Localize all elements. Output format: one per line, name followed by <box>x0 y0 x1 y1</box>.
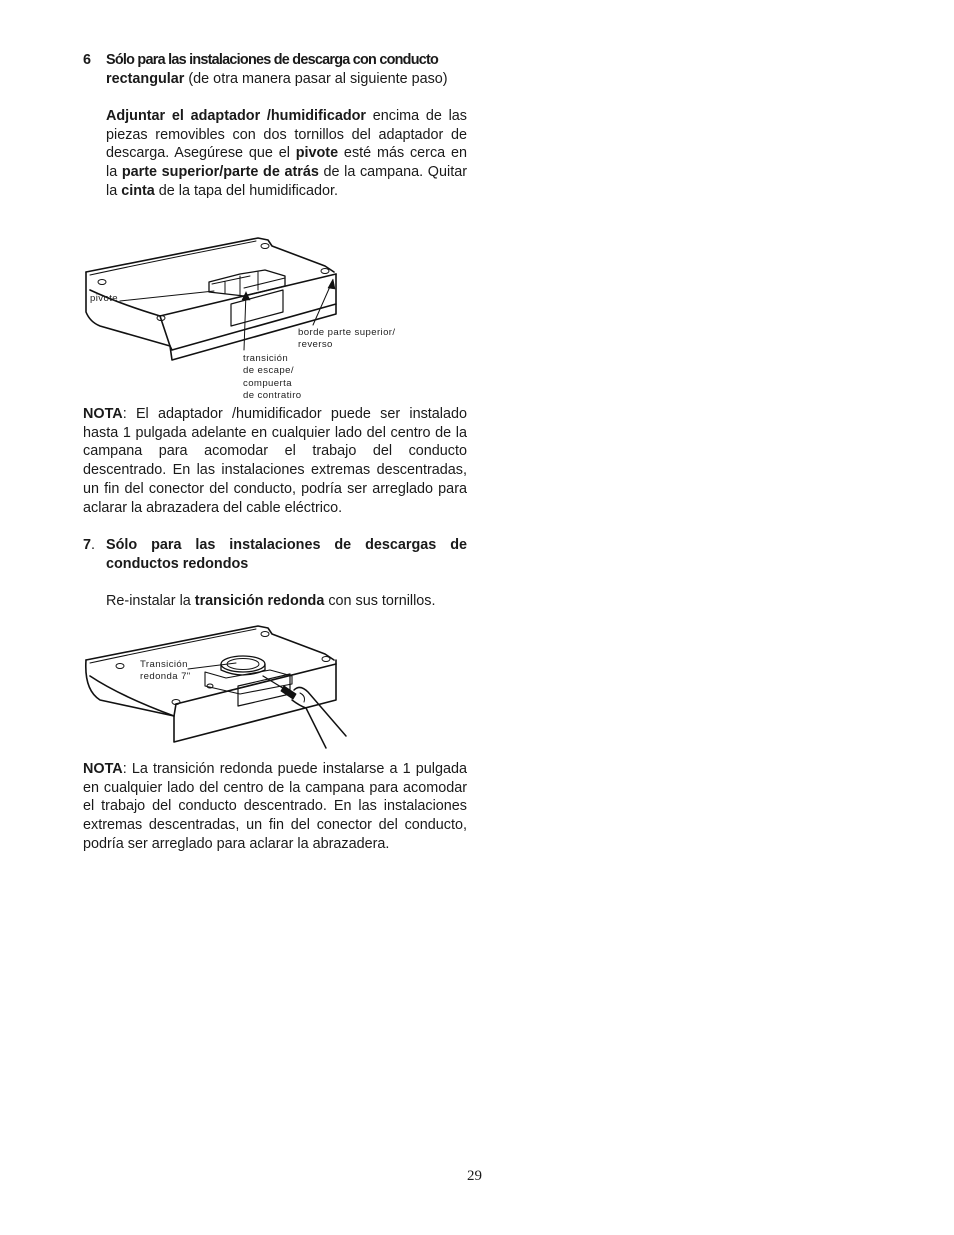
label-trans-line1: transición <box>243 353 289 364</box>
step-7-text-2: con sus tornillos. <box>324 593 436 609</box>
note-1-label: NOTA <box>83 406 123 422</box>
step-7-title: Sólo para las instalaciones de descargas de conductos redondos <box>106 537 467 572</box>
step-6-text-3: de la campana. Quitar la <box>106 164 467 199</box>
label-trans-line3: compuerta <box>243 377 292 389</box>
step-6-bold-pivote: pivote <box>295 145 339 162</box>
step-7-number: 7. <box>83 537 96 553</box>
step-7-number-text: 7 <box>83 537 92 553</box>
step-6-title-line1: Sólo para las instalaciones de descarga con conducto <box>106 52 439 68</box>
step-6-text-1: encima de las piezas removibles con dos tornillos del adaptador de descarga. Asegúrese que el <box>106 108 467 162</box>
label-borde-line2: reverso <box>298 339 333 351</box>
label-pivote: pivote <box>90 293 119 304</box>
note-2-text: : La transición redonda puede instalarse a 1 pulgada en cualquier lado del centro de la campana para acomodar el trabajo del conducto descentrado. En las instalaciones extremas descentradas, un fin del conector del conducto, podría ser arreglado para aclarar la abrazadera. <box>83 761 467 852</box>
step-6-bold-parte: parte superior/parte de atrás <box>121 164 319 181</box>
note-1-text: : El adaptador /humidificador puede ser instalado hasta 1 pulgada adelante en cualquier lado del centro de la campana para acomodar el trabajo del conducto descentrado. En las instalaciones extremas descentradas, un fin del conector del conducto, podría ser arreglado para aclarar la abrazadera del cable eléctrico. <box>83 406 467 516</box>
label-redonda-line2: redonda 7" <box>140 671 191 683</box>
step-6-text-4: de la tapa del humidificador. <box>154 182 338 199</box>
step-6-text-2: esté más cerca en la <box>106 145 467 181</box>
step-6-bold-cinta: cinta <box>121 182 155 199</box>
step-6-title-rectangular: rectangular <box>106 70 185 87</box>
label-trans-line4: de contratiro <box>243 389 302 401</box>
step-6-bold-adjuntar: Adjuntar el adaptador /humidificador <box>106 108 367 124</box>
label-trans-line2: de escape/ <box>243 365 294 377</box>
step-7-text-1: Re-instalar la <box>106 593 195 609</box>
step-6-title-suffix: (de otra manera pasar al siguiente paso) <box>184 70 448 87</box>
page-number: 29 <box>467 1168 482 1184</box>
note-2 <box>83 760 467 854</box>
note-2-label: NOTA <box>83 761 123 777</box>
label-transicion-redonda <box>140 659 240 684</box>
step-7-bold-transicion: transición redonda <box>194 593 325 609</box>
step-6-number: 6 <box>83 52 92 68</box>
label-redonda-line1: Transición <box>140 659 188 670</box>
label-borde-line1: borde parte superior/ <box>298 327 396 338</box>
